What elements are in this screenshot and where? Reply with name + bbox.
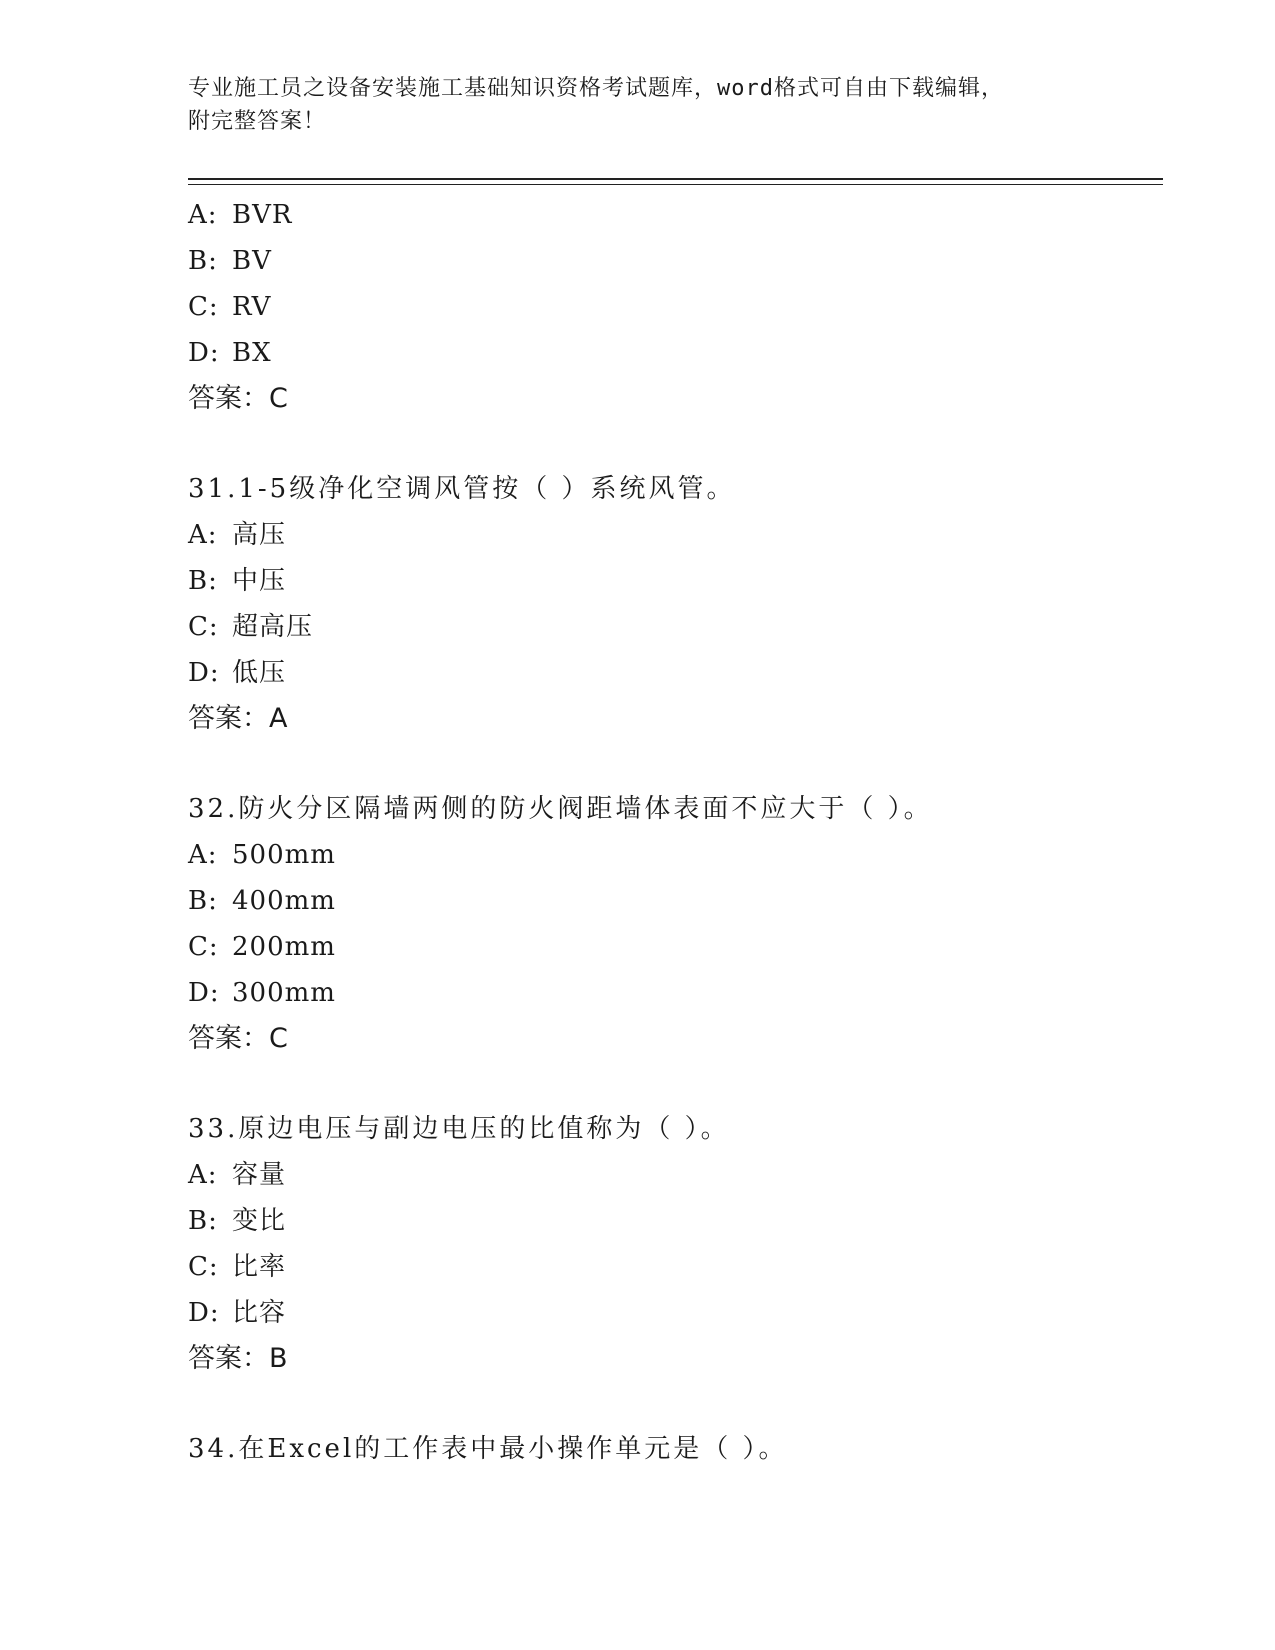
answer-line: 答案：C [188, 383, 288, 414]
question-block-31 [188, 466, 1163, 742]
question-stem: 31.1-5级净化空调风管按（ ）系统风管。 [188, 474, 736, 504]
spacer [188, 422, 1163, 466]
option-c [188, 284, 1163, 330]
question-list [188, 192, 1163, 1472]
question-block-33 [188, 1106, 1163, 1382]
option-d [188, 650, 1163, 696]
option-text: 超高压 [232, 612, 314, 642]
answer-line: 答案：B [188, 1343, 288, 1374]
option-a [188, 192, 1163, 238]
option-b [188, 558, 1163, 604]
question-block-32 [188, 786, 1163, 1062]
option-text: 低压 [232, 658, 287, 688]
option-text: 变比 [232, 1206, 287, 1236]
header-divider-thin [188, 184, 1163, 185]
header-line-2: 附完整答案！ [188, 109, 327, 134]
option-label: B: [188, 886, 218, 916]
option-a [188, 512, 1163, 558]
option-text: 容量 [232, 1160, 287, 1190]
option-text: 300mm [232, 978, 336, 1008]
option-label: D: [188, 338, 220, 368]
option-a [188, 832, 1163, 878]
option-label: A: [188, 520, 218, 550]
spacer [188, 1382, 1163, 1426]
option-text: 高压 [232, 520, 287, 550]
option-text: 比容 [232, 1298, 287, 1328]
option-label: D: [188, 1298, 220, 1328]
option-text: BV [232, 246, 272, 276]
option-c [188, 924, 1163, 970]
spacer [188, 742, 1163, 786]
option-b [188, 878, 1163, 924]
option-label: C: [188, 1252, 219, 1282]
option-label: D: [188, 658, 220, 688]
document-header [188, 72, 1088, 138]
option-d [188, 1290, 1163, 1336]
option-label: A: [188, 1160, 218, 1190]
option-c [188, 604, 1163, 650]
question-block-prev [188, 192, 1163, 422]
option-label: B: [188, 566, 218, 596]
answer-line: 答案：A [188, 703, 288, 734]
option-text: 500mm [232, 840, 336, 870]
option-label: C: [188, 292, 219, 322]
question-stem: 33.原边电压与副边电压的比值称为（ ）。 [188, 1114, 730, 1144]
header-divider [188, 178, 1163, 180]
option-c [188, 1244, 1163, 1290]
option-label: B: [188, 246, 218, 276]
option-a [188, 1152, 1163, 1198]
question-stem: 34.在Excel的工作表中最小操作单元是（ ）。 [188, 1434, 788, 1464]
option-d [188, 970, 1163, 1016]
option-b [188, 1198, 1163, 1244]
option-text: BVR [232, 200, 293, 230]
option-label: C: [188, 932, 219, 962]
header-line-1: 专业施工员之设备安装施工基础知识资格考试题库，word格式可自由下载编辑， [188, 76, 1004, 101]
option-text: 中压 [232, 566, 287, 596]
option-text: 200mm [232, 932, 336, 962]
spacer [188, 1062, 1163, 1106]
answer-line: 答案：C [188, 1023, 288, 1054]
question-block-34 [188, 1426, 1163, 1472]
option-text: BX [232, 338, 272, 368]
option-label: A: [188, 200, 218, 230]
option-text: RV [232, 292, 272, 322]
option-b [188, 238, 1163, 284]
option-label: C: [188, 612, 219, 642]
option-label: B: [188, 1206, 218, 1236]
option-label: D: [188, 978, 220, 1008]
option-d [188, 330, 1163, 376]
option-label: A: [188, 840, 218, 870]
option-text: 400mm [232, 886, 336, 916]
option-text: 比率 [232, 1252, 287, 1282]
question-stem: 32.防火分区隔墙两侧的防火阀距墙体表面不应大于（ ）。 [188, 794, 933, 824]
